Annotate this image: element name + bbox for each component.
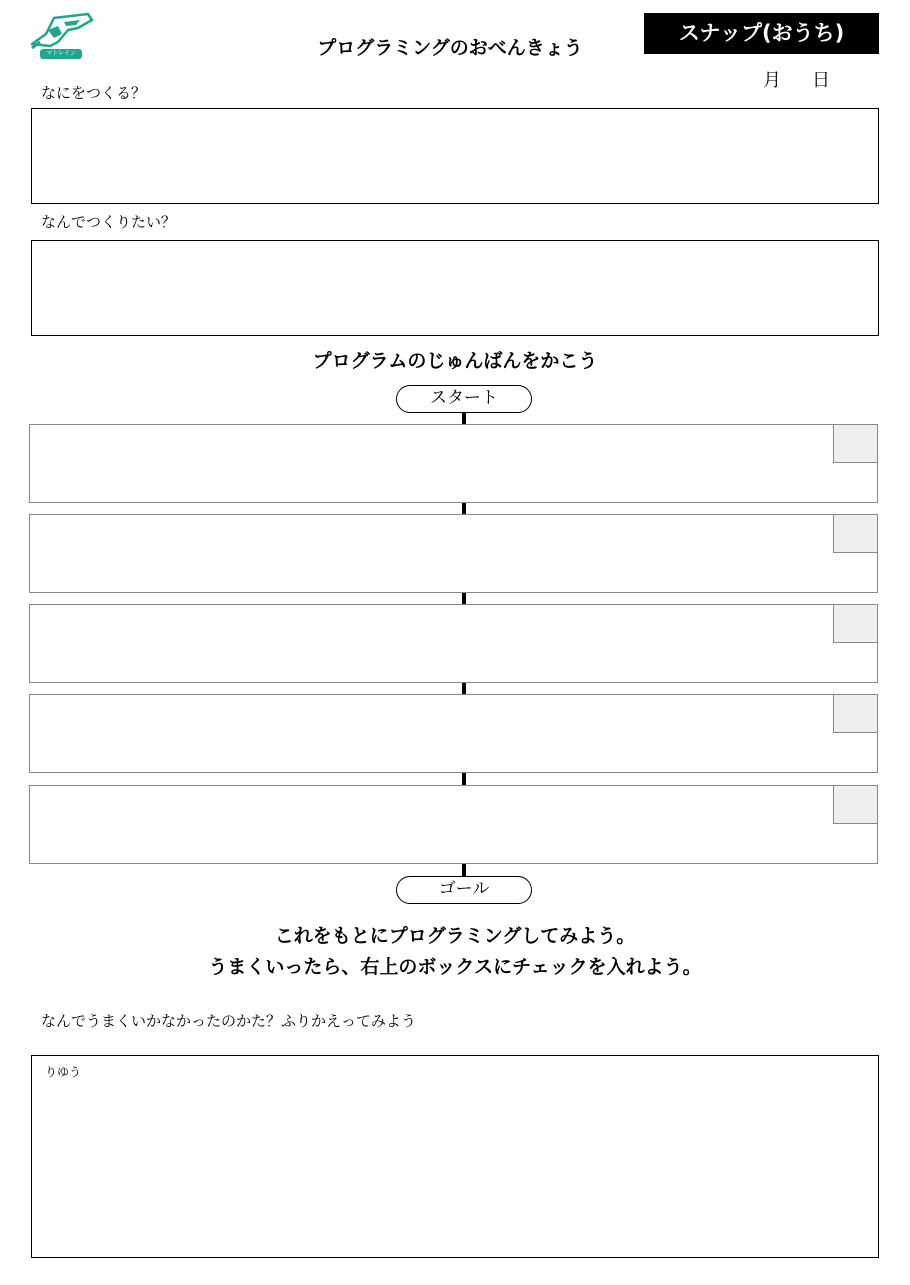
step-checkbox-4[interactable]	[833, 695, 877, 733]
why-input-box[interactable]	[31, 240, 879, 336]
reason-label: りゆう	[45, 1065, 82, 1079]
flow-connector	[462, 864, 466, 876]
page-title: プログラミングのおべんきょう	[317, 37, 583, 59]
flow-connector	[462, 503, 466, 514]
flow-connector	[462, 593, 466, 604]
instruction-line-1: これをもとにプログラミングしてみよう。	[274, 925, 636, 947]
flow-connector	[462, 683, 466, 694]
step-checkbox-5[interactable]	[833, 786, 877, 824]
reflection-input-box[interactable]	[31, 1055, 879, 1258]
step-box-3[interactable]	[29, 604, 878, 683]
reflection-prompt: なんでうまくいかなかったのかた？ふりかえってみよう	[41, 1012, 417, 1030]
instruction-line-2: うまくいったら、右上のボックスにチェックを入れよう。	[208, 956, 702, 978]
step-box-1[interactable]	[29, 424, 878, 503]
flow-heading: プログラムのじゅんばんをかこう	[312, 350, 598, 372]
step-box-2[interactable]	[29, 514, 878, 593]
step-checkbox-1[interactable]	[833, 425, 877, 463]
month-label: 月	[763, 70, 781, 91]
goal-terminal: ゴール	[396, 876, 532, 904]
what-input-box[interactable]	[31, 108, 879, 204]
flow-connector	[462, 773, 466, 785]
day-label: 日	[812, 70, 830, 91]
course-badge: スナップ(おうち)	[644, 13, 879, 54]
step-checkbox-2[interactable]	[833, 515, 877, 553]
logo-label: マトレイン	[40, 49, 82, 59]
start-terminal: スタート	[396, 385, 532, 413]
what-label: なにをつくる？	[41, 84, 147, 102]
step-box-4[interactable]	[29, 694, 878, 773]
step-checkbox-3[interactable]	[833, 605, 877, 643]
step-box-5[interactable]	[29, 785, 878, 864]
why-label: なんでつくりたい？	[41, 213, 177, 231]
